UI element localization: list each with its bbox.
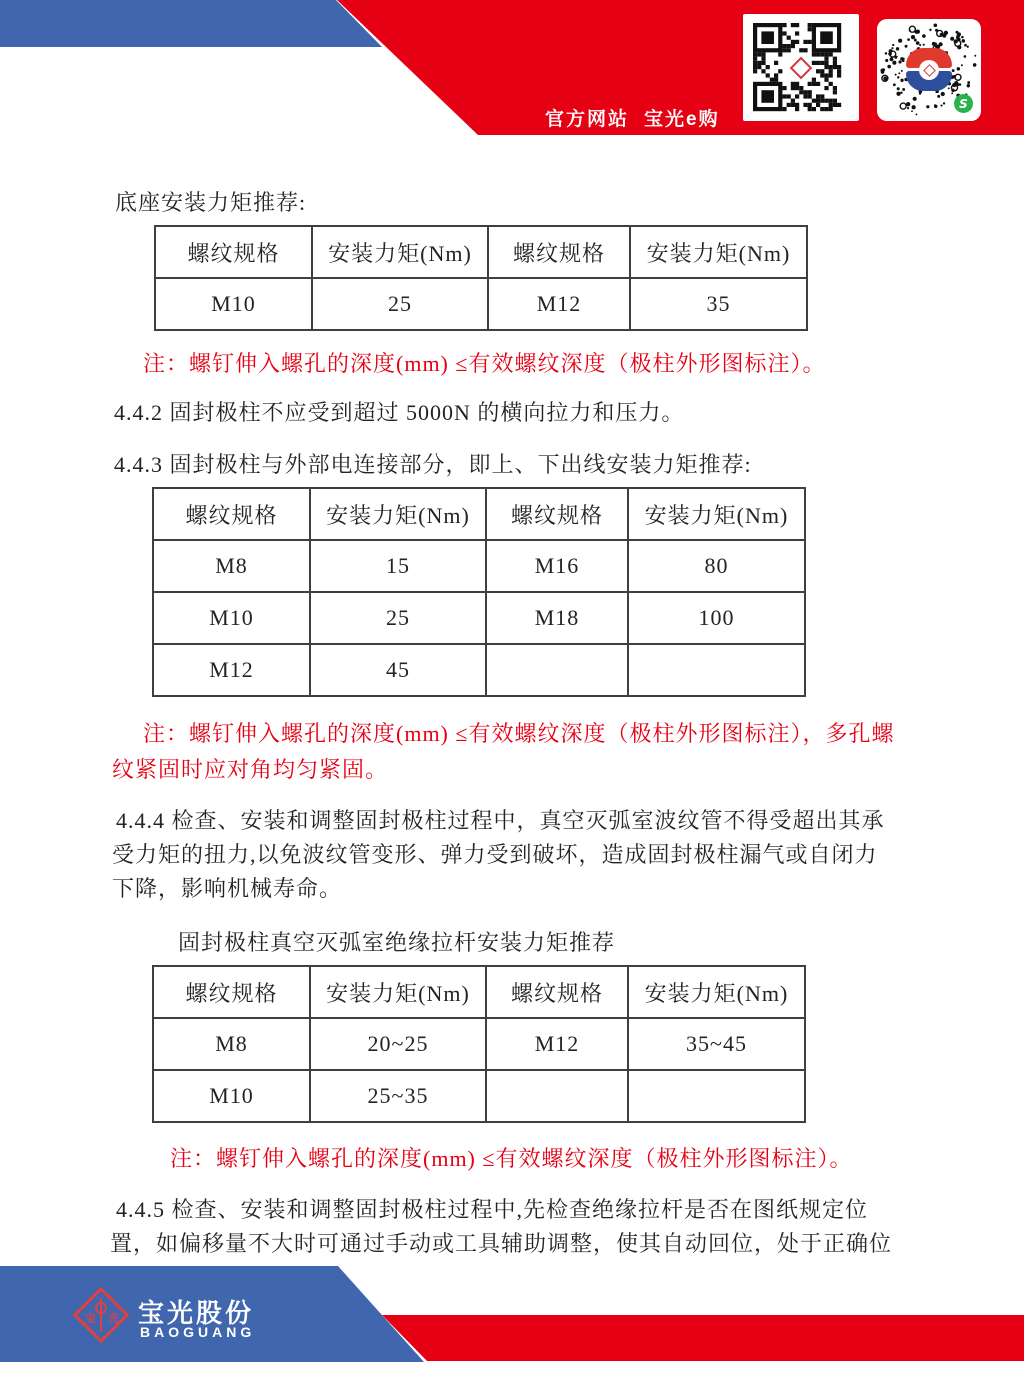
logo-char-left: 宝 — [85, 1313, 96, 1325]
cell: M16 — [486, 540, 628, 592]
col-header: 安装力矩(Nm) — [310, 488, 486, 540]
cell: M12 — [153, 644, 310, 696]
cell: 100 — [628, 592, 805, 644]
table-header-row — [153, 488, 805, 540]
terminal-torque-table — [152, 487, 806, 697]
col-header: 螺纹规格 — [488, 226, 630, 278]
cell: M10 — [153, 592, 310, 644]
note-1: 注：螺钉伸入螺孔的深度(mm) ≤有效螺纹深度（极柱外形图标注）。 — [143, 351, 826, 376]
col-header: 安装力矩(Nm) — [628, 488, 805, 540]
cell: 45 — [310, 644, 486, 696]
base-torque-table — [154, 225, 808, 331]
pullrod-table-heading: 固封极柱真空灭弧室绝缘拉杆安装力矩推荐 — [178, 930, 616, 955]
col-header: 螺纹规格 — [155, 226, 312, 278]
table-row — [153, 540, 805, 592]
note-2-line-1: 注：螺钉伸入螺孔的深度(mm) ≤有效螺纹深度（极柱外形图标注），多孔螺 — [143, 721, 895, 746]
cell — [628, 1070, 805, 1122]
pullrod-torque-table — [152, 965, 806, 1123]
item-4-4-5-line-1: 4.4.5 检查、安装和调整固封极柱过程中,先检查绝缘拉杆是否在图纸规定位 — [116, 1197, 869, 1222]
item-4-4-5-line-2: 置，如偏移量不大时可通过手动或工具辅助调整，使其自动回位，处于正确位 — [110, 1231, 893, 1256]
item-4-4-3: 4.4.3 固封极柱与外部电连接部分，即上、下出线安装力矩推荐: — [114, 452, 752, 477]
mini-program-code-icon — [877, 19, 981, 121]
item-4-4-2: 4.4.2 固封极柱不应受到超过 5000N 的横向拉力和压力。 — [114, 400, 685, 425]
cell: M12 — [486, 1018, 628, 1070]
col-header: 螺纹规格 — [153, 966, 310, 1018]
table-row — [153, 1070, 805, 1122]
cell — [628, 644, 805, 696]
cell: 80 — [628, 540, 805, 592]
col-header: 螺纹规格 — [486, 966, 628, 1018]
cell: M12 — [488, 278, 630, 330]
item-4-4-4-line-2: 受力矩的扭力,以免波纹管变形、弹力受到破坏，造成固封极柱漏气或自闭力 — [112, 842, 878, 867]
cell: M8 — [153, 1018, 310, 1070]
cell: 15 — [310, 540, 486, 592]
company-name-cn: 宝光股份 — [138, 1298, 255, 1328]
qr-code-icon — [743, 14, 859, 121]
table-row — [153, 1018, 805, 1070]
table-header-row — [153, 966, 805, 1018]
cell: M10 — [155, 278, 312, 330]
cell — [486, 644, 628, 696]
note-3: 注：螺钉伸入螺孔的深度(mm) ≤有效螺纹深度（极柱外形图标注）。 — [170, 1146, 853, 1171]
table-row — [153, 592, 805, 644]
col-header: 螺纹规格 — [153, 488, 310, 540]
cell: 35~45 — [628, 1018, 805, 1070]
cell — [486, 1070, 628, 1122]
shop-emblem-icon — [906, 48, 952, 92]
cell: M18 — [486, 592, 628, 644]
baoguang-shop-label: 宝光e购 — [644, 109, 720, 130]
cell: 25 — [312, 278, 488, 330]
item-4-4-4-line-3: 下降，影响机械寿命。 — [112, 876, 343, 901]
note-2-line-2: 纹紧固时应对角均匀紧固。 — [112, 757, 389, 782]
col-header: 安装力矩(Nm) — [628, 966, 805, 1018]
intro-heading: 底座安装力矩推荐: — [115, 190, 307, 215]
col-header: 安装力矩(Nm) — [310, 966, 486, 1018]
table-row — [153, 644, 805, 696]
cell: M10 — [153, 1070, 310, 1122]
cell: 35 — [630, 278, 807, 330]
cell: M8 — [153, 540, 310, 592]
col-header: 螺纹规格 — [486, 488, 628, 540]
logo-char-right: 光 — [108, 1313, 119, 1325]
mini-program-badge-icon: S — [954, 94, 973, 113]
item-4-4-4-line-1: 4.4.4 检查、安装和调整固封极柱过程中，真空灭弧室波纹管不得受超出其承 — [116, 808, 885, 833]
cell: 20~25 — [310, 1018, 486, 1070]
col-header: 安装力矩(Nm) — [312, 226, 488, 278]
cell: 25~35 — [310, 1070, 486, 1122]
table-header-row — [155, 226, 807, 278]
baoguang-logo-icon — [72, 1286, 130, 1344]
col-header: 安装力矩(Nm) — [630, 226, 807, 278]
company-name-en: BAOGUANG — [140, 1324, 256, 1340]
official-site-label: 官方网站 — [545, 109, 630, 130]
cell: 25 — [310, 592, 486, 644]
table-row — [155, 278, 807, 330]
